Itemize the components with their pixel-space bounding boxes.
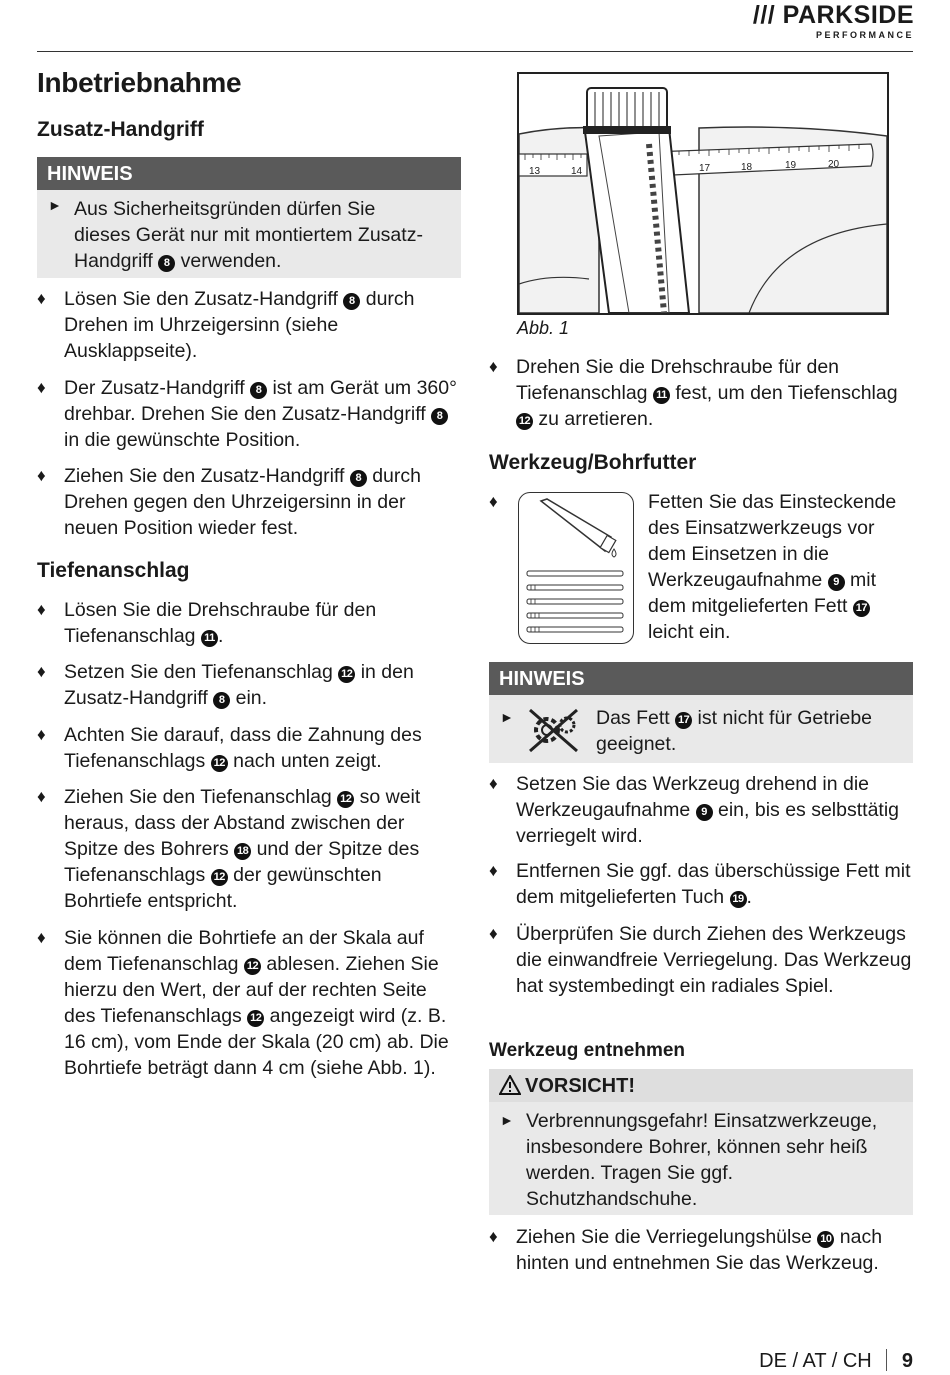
- bullet-icon: ♦: [489, 1227, 498, 1246]
- text-run: Überprüfen Sie durch Ziehen des Werkzeugs die einwandfreie Verriegelung. Das Werkzeug hat systembedingt ein radiales Spiel.: [516, 923, 912, 997]
- text-run: Aus Sicherheitsgründen dürfen Sie dieses Gerät nur mit montiertem Zusatz-Handgriff: [74, 198, 423, 272]
- text-run: Der Zusatz-Handgriff: [64, 377, 251, 399]
- bullet-icon: ♦: [489, 357, 498, 376]
- text-run: Entfernen Sie ggf. das überschüssige Fett mit dem mitgelieferten Tuch: [516, 860, 911, 908]
- scale-label: 19: [785, 160, 797, 171]
- text-run: Das Fett: [596, 707, 676, 729]
- figure-depth-stop: [517, 72, 889, 315]
- text-run: in den Zusatz-Handgriff: [64, 661, 414, 709]
- scale-label: 18: [741, 162, 753, 173]
- brand-name: /// PARKSIDE: [752, 1, 914, 29]
- ref-number-badge: 9: [696, 804, 713, 821]
- text-run: mit dem mitgelieferten Fett: [648, 569, 876, 617]
- footer-divider: [886, 1349, 887, 1371]
- footer-region: DE / AT / CH: [759, 1350, 872, 1372]
- list-item-text: [64, 722, 461, 774]
- text-run: Sie können die Bohrtiefe an der Skala auf dem Tiefenanschlag: [64, 927, 424, 975]
- bullet-icon: ♦: [37, 725, 46, 744]
- list-item: [37, 375, 461, 453]
- note-text: [596, 705, 906, 757]
- bullet-icon: ♦: [37, 787, 46, 806]
- ref-number-badge: 12: [211, 755, 228, 772]
- ref-number-badge: 11: [201, 630, 218, 647]
- ref-number-badge: 12: [337, 791, 354, 808]
- ref-number-badge: 8: [343, 293, 360, 310]
- note-header: [489, 662, 913, 695]
- grease-tube-icon: [519, 493, 632, 642]
- brand-sub: PERFORMANCE: [815, 30, 914, 40]
- ref-number-badge: 12: [247, 1010, 264, 1027]
- list-item-text: [516, 858, 913, 910]
- text-run: der gewünschten Bohrtiefe entspricht.: [64, 864, 382, 912]
- grease-illustration: [518, 492, 634, 644]
- page-title: Inbetriebnahme: [37, 67, 242, 98]
- text-run: nach hinten und entnehmen Sie das Werkzeug.: [516, 1226, 883, 1274]
- bullet-icon: ♦: [37, 289, 46, 308]
- list-item-text: [64, 375, 461, 453]
- bullet-icon: ♦: [37, 662, 46, 681]
- section-title-werkzeug-entnehmen: Werkzeug entnehmen: [489, 1040, 686, 1061]
- page-number: 9: [901, 1350, 913, 1372]
- text-run: durch Drehen gegen den Uhrzeigersinn in der neuen Position wieder fest.: [64, 465, 421, 539]
- scale-label: 13: [529, 166, 541, 177]
- text-run: ablesen. Ziehen Sie hierzu den Wert, der auf der rechten Seite des Tiefenanschlags: [64, 953, 439, 1027]
- list-item-text: [64, 925, 461, 1081]
- warning-body: [489, 1102, 913, 1215]
- text-run: ein.: [230, 687, 268, 709]
- list-item-text: [516, 354, 913, 432]
- text-run: ist nicht für Getriebe geeignet.: [596, 707, 873, 755]
- section-title-werkzeug-bohrfutter: Werkzeug/Bohrfutter: [489, 451, 697, 474]
- text-run: Lösen Sie den Zusatz-Handgriff: [64, 288, 344, 310]
- brand-logo: [753, 0, 914, 40]
- section-title-tiefenanschlag: Tiefenanschlag: [37, 559, 190, 582]
- ref-number-badge: 8: [213, 692, 230, 709]
- note-text: [74, 196, 434, 274]
- warning-icon: [499, 1075, 521, 1095]
- list-item-text: [64, 597, 461, 649]
- list-item-text: [516, 921, 913, 999]
- text-run: Fetten Sie das Einsteckende des Einsatzwerkzeugs vor dem Einsetzen in die Werkzeugaufnahme: [648, 491, 897, 591]
- bullet-icon: ♦: [37, 378, 46, 397]
- ref-number-badge: 8: [250, 382, 267, 399]
- text-run: ein, bis es selbsttätig verriegelt wird.: [516, 799, 900, 847]
- depth-stop-illustration: [519, 74, 887, 313]
- list-item-text: [516, 1224, 913, 1276]
- text-run: angezeigt wird (z. B. 16 cm), vom Ende der Skala (20 cm) ab. Die Bohrtiefe beträgt dann 4 cm (siehe Abb. 1).: [64, 1005, 449, 1079]
- ref-number-badge: 18: [234, 843, 251, 860]
- text-run: durch Drehen im Uhrzeigersinn (siehe Ausklappseite).: [64, 288, 415, 362]
- section-title-zusatz-handgriff: Zusatz-Handgriff: [37, 118, 204, 141]
- text-run: ist am Gerät um 360° drehbar. Drehen Sie den Zusatz-Handgriff: [64, 377, 457, 425]
- text-run: Ziehen Sie den Zusatz-Handgriff: [64, 465, 350, 487]
- arrow-icon: ►: [500, 1112, 514, 1128]
- arrow-icon: ►: [500, 709, 514, 725]
- ref-number-badge: 8: [431, 408, 448, 425]
- text-run: verwenden.: [175, 250, 282, 272]
- ref-number-badge: 17: [853, 600, 870, 617]
- note-header: [37, 157, 461, 190]
- list-item-text: [64, 286, 461, 364]
- text-run: leicht ein.: [648, 621, 731, 643]
- figure-caption: Abb. 1: [517, 318, 570, 338]
- note-body: [489, 695, 913, 763]
- ref-number-badge: 17: [675, 712, 692, 729]
- ref-number-badge: 10: [817, 1231, 834, 1248]
- text-run: Setzen Sie das Werkzeug drehend in die Werkzeugaufnahme: [516, 773, 870, 821]
- bullet-icon: ♦: [489, 774, 498, 793]
- ref-number-badge: 9: [828, 574, 845, 591]
- warning-header: [489, 1069, 913, 1102]
- no-gear-icon: [527, 705, 581, 755]
- list-item-text: [64, 659, 461, 711]
- ref-number-badge: 11: [653, 387, 670, 404]
- text-run: zu arretieren.: [533, 408, 654, 430]
- note-body: [37, 190, 461, 278]
- list-item: [37, 463, 461, 541]
- scale-label: 17: [699, 163, 711, 174]
- bullet-icon: ♦: [37, 466, 46, 485]
- scale-label: 14: [571, 166, 583, 177]
- scale-label: 20: [828, 159, 840, 170]
- text-run: Ziehen Sie den Tiefenanschlag: [64, 786, 338, 808]
- text-run: .: [217, 625, 224, 647]
- bullet-icon: ♦: [489, 492, 498, 511]
- text-run: so weit heraus, dass der Abstand zwischen der Spitze des Bohrers: [64, 786, 421, 860]
- text-run: Achten Sie darauf, dass die Zahnung des Tiefenanschlags: [64, 724, 422, 772]
- ref-number-badge: 8: [350, 470, 367, 487]
- arrow-icon: ►: [48, 197, 62, 213]
- ref-number-badge: 19: [730, 891, 747, 908]
- list-item: [37, 286, 461, 364]
- list-item-text: [516, 771, 913, 849]
- text-run: in die gewünschte Position.: [64, 429, 301, 451]
- ref-number-badge: 12: [516, 413, 533, 430]
- text-run: und der Spitze des Tiefenanschlags: [64, 838, 420, 886]
- grease-text: [648, 489, 913, 645]
- bullet-icon: ♦: [489, 924, 498, 943]
- note-label: HINWEIS: [499, 668, 585, 690]
- text-run: Setzen Sie den Tiefenanschlag: [64, 661, 339, 683]
- page-footer: [759, 1349, 913, 1373]
- bullet-icon: ♦: [37, 600, 46, 619]
- header-rule: [37, 51, 913, 52]
- text-run: nach unten zeigt.: [227, 750, 382, 772]
- ref-number-badge: 12: [338, 666, 355, 683]
- list-item-text: [64, 784, 461, 914]
- ref-number-badge: 12: [244, 958, 261, 975]
- text-run: fest, um den Tiefenschlag: [669, 382, 898, 404]
- list-item-text: [64, 463, 461, 541]
- text-run: .: [746, 886, 752, 908]
- ref-number-badge: 12: [211, 869, 228, 886]
- text-run: Drehen Sie die Drehschraube für den Tiefenanschlag: [516, 356, 840, 404]
- text-run: Lösen Sie die Drehschraube für den Tiefenanschlag: [64, 599, 377, 647]
- note-label: HINWEIS: [47, 163, 133, 185]
- warning-text: Verbrennungsgefahr! Einsatzwerkzeuge, insbesondere Bohrer, können sehr heiß werden. Tragen Sie ggf. Schutzhandschuhe.: [526, 1110, 878, 1210]
- warning-label: VORSICHT!: [525, 1075, 635, 1097]
- bullet-icon: ♦: [489, 861, 498, 880]
- ref-number-badge: 8: [158, 255, 175, 272]
- bullet-icon: ♦: [37, 928, 46, 947]
- text-run: Ziehen Sie die Verriegelungshülse: [516, 1226, 818, 1248]
